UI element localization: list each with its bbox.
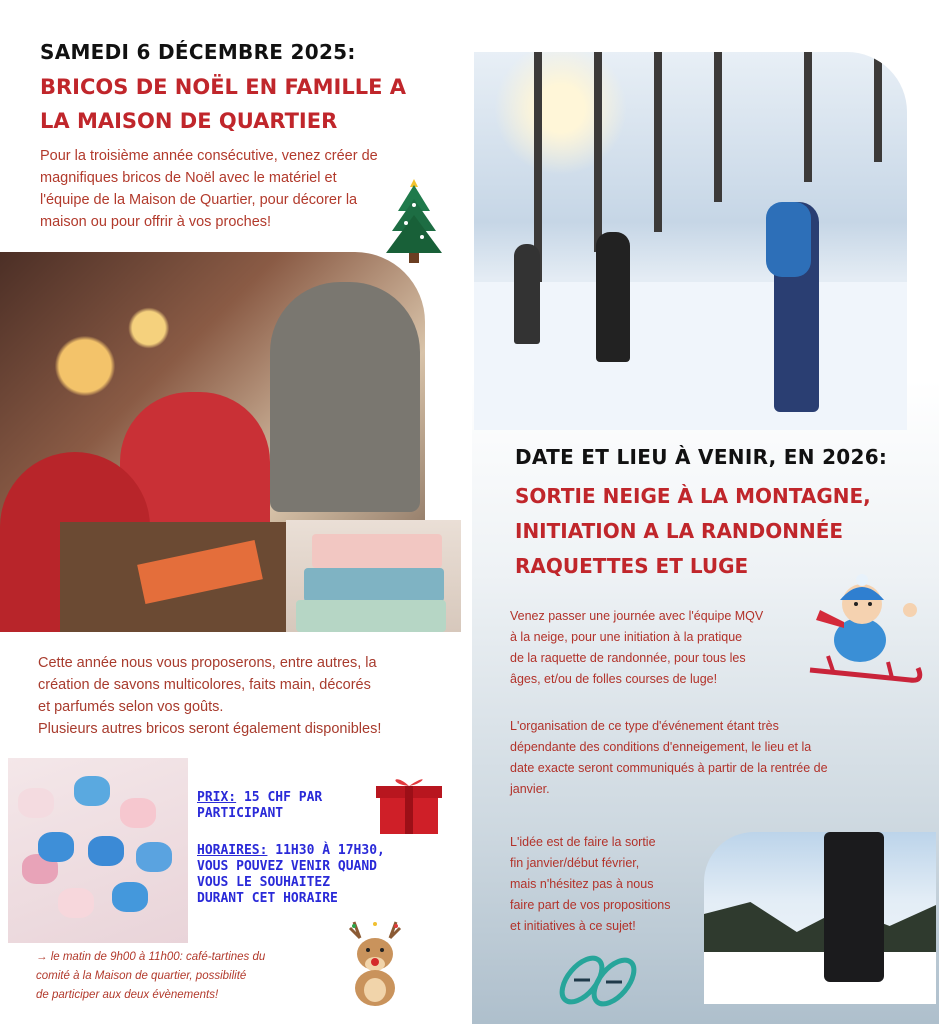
snowshoes-icon	[552, 950, 647, 1010]
price-value-line-2: PARTICIPANT	[197, 806, 284, 821]
reindeer-icon	[342, 918, 408, 1008]
intro-line-2: magnifiques bricos de Noël avec le matériel et	[40, 170, 337, 186]
p2-line-4: janvier.	[510, 782, 550, 796]
right-title-line-3: RAQUETTES ET LUGE	[515, 554, 749, 578]
p3-line-2: fin janvier/début février,	[510, 856, 640, 870]
soap-bar-green	[296, 600, 446, 632]
p3-line-1: L'idée est de faire la sortie	[510, 835, 656, 849]
christmas-tree-icon	[384, 175, 444, 265]
opening-hours-info	[197, 843, 457, 907]
tree-trunk	[654, 52, 662, 232]
left-intro-paragraph	[40, 145, 400, 233]
left-title-line-2: LA MAISON DE QUARTIER	[40, 109, 338, 133]
hiker-middle	[596, 232, 630, 362]
hiker-legs	[824, 832, 884, 982]
soap-bar-pink	[312, 534, 442, 568]
right-event-title	[515, 479, 915, 584]
tree-trunk	[714, 52, 722, 202]
hours-value: 11H30 À 17H30,	[267, 843, 385, 858]
intro-line-1: Pour la troisième année consécutive, venez créer de	[40, 148, 378, 164]
homemade-soaps-photo	[8, 758, 188, 943]
soap-round-pink	[120, 798, 156, 828]
soaps-line-4: Plusieurs autres bricos seront également disponibles!	[38, 721, 382, 737]
soap-blue-round	[38, 832, 74, 862]
hours-line-3: VOUS LE SOUHAITEZ	[197, 875, 331, 890]
right-paragraph-2	[510, 716, 910, 800]
hours-line-4: DURANT CET HORAIRE	[197, 891, 338, 906]
left-title-line-1: BRICOS DE NOËL EN FAMILLE A	[40, 75, 407, 99]
right-title-line-2: INITIATION A LA RANDONNÉE	[515, 519, 844, 543]
left-event-title	[40, 70, 440, 138]
soap-flower-pink	[58, 888, 94, 918]
snowshoe-hikers-photo	[474, 52, 907, 430]
right-title-line-1: SORTIE NEIGE À LA MONTAGNE,	[515, 484, 871, 508]
price-value: 15 CHF PAR	[236, 790, 323, 805]
tree-trunk	[874, 52, 882, 162]
soap-butterfly	[18, 788, 54, 818]
hours-line-2: VOUS POUVEZ VENIR QUAND	[197, 859, 378, 874]
gift-box-icon	[376, 772, 442, 836]
p2-line-1: L'organisation de ce type d'événement étant très	[510, 719, 779, 733]
p2-line-3: date exacte seront communiqués à partir de la rentrée de	[510, 761, 828, 775]
left-date-heading: SAMEDI 6 DÉCEMBRE 2025:	[40, 40, 356, 64]
soaps-line-3: et parfumés selon vos goûts.	[38, 699, 224, 715]
footnote-line-1: → le matin de 9h00 à 11h00: café-tartines du	[36, 951, 266, 963]
price-info	[197, 790, 387, 822]
p2-line-2: dépendante des conditions d'enneigement, le lieu et la	[510, 740, 812, 754]
p1-line-2: à la neige, pour une initiation à la pratique	[510, 630, 743, 644]
p1-line-1: Venez passer une journée avec l'équipe MQV	[510, 609, 764, 623]
p3-line-4: faire part de vos propositions	[510, 898, 671, 912]
soaps-line-2: création de savons multicolores, faits main, décorés	[38, 677, 371, 693]
right-paragraph-1	[510, 606, 860, 690]
p3-line-5: et initiatives à ce sujet!	[510, 919, 636, 933]
hiker-far	[514, 244, 540, 344]
soap-flower	[74, 776, 110, 806]
tree-trunk	[594, 52, 602, 252]
soap-bar-blue	[304, 568, 444, 602]
p3-line-3: mais n'hésitez pas à nous	[510, 877, 654, 891]
soaps-line-1: Cette année nous vous proposerons, entre autres, la	[38, 655, 377, 671]
hours-label: HORAIRES:	[197, 843, 268, 858]
snow-floor	[704, 952, 936, 1004]
soap-bars-photo	[286, 520, 461, 632]
footnote-line-3: de participer aux deux évènements!	[36, 989, 219, 1001]
snowshoe-closeup-photo	[704, 832, 936, 1004]
price-label: PRIX:	[197, 790, 237, 805]
intro-line-3: l'équipe de la Maison de Quartier, pour décorer la	[40, 192, 358, 208]
soap-flower-2	[136, 842, 172, 872]
soaps-paragraph	[38, 652, 438, 740]
tree-trunk	[804, 52, 812, 182]
adult-figure	[270, 282, 420, 512]
p1-line-4: âges, et/ou de folles courses de luge!	[510, 672, 718, 686]
soap-heart	[88, 836, 124, 866]
soap-heart-2	[112, 882, 148, 912]
right-paragraph-3	[510, 832, 710, 937]
right-date-heading: DATE ET LIEU À VENIR, EN 2026:	[515, 445, 888, 469]
intro-line-4: maison ou pour offrir à vos proches!	[40, 214, 272, 230]
footnote-line-2: comité à la Maison de quartier, possibilité	[36, 970, 247, 982]
p1-line-3: de la raquette de randonnée, pour tous les	[510, 651, 746, 665]
hiker-front-jacket	[766, 202, 811, 277]
morning-breakfast-note	[36, 948, 326, 1005]
